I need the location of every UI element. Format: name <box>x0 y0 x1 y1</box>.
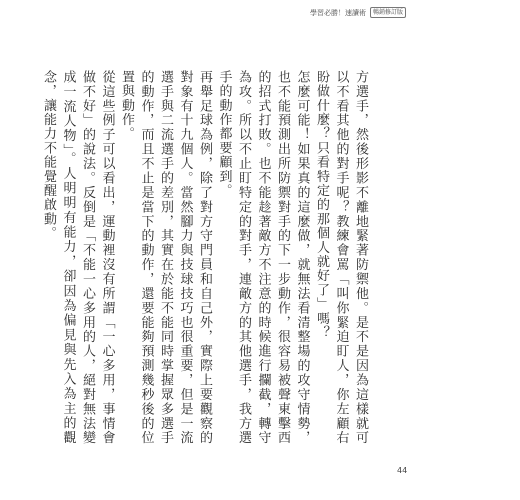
body-text <box>41 70 370 445</box>
paragraph: 怎麼可能！如果真的這麼做，就無法看清整場的攻守情勢，也不能預測出所防禦對手的下一步動作，很容易被聲東擊西的招式打敗。也不能趁著敵方不注意的時候進行攔截，轉守為攻。所以不止盯特定的對手，連敵方的其他選手，我方選手的動作都要顧到。 <box>216 70 310 445</box>
paragraph: 從這些例子可以看出，運動裡沒有所謂「一心多用，事情會做不好」的說法。反倒是「不能一心多用的人，絕對無法變成一流人物」。人明明有能力，卻因為偏見與先入為主的觀念，讓能力不能覺醒啟動。 <box>41 70 115 445</box>
page-number: 44 <box>397 466 408 475</box>
paragraph: 再舉足球為例，除了對方守門員和自己外，實際上要觀察的對象有十九個人。當然腳力與技球技巧也很重要，但是一流選手與二流選手的差別，其實在於能不能同時掌握眾多選手的動作，而且不止是當下的動作，還要能夠預測幾秒後的位置與動作。 <box>119 70 212 445</box>
header-title: 學習必勝！速讀術 <box>310 8 366 17</box>
running-header <box>310 7 406 18</box>
paragraph: 方選手，然後形影不離地緊著防禦他。是不是因為這樣就可以不看其他的對手呢？教練會罵「叫你緊迫盯人，你左顧右盼做什麼？只看特定的那個人就好了」嗎？ <box>314 70 368 445</box>
header-badge: 暢銷修訂版 <box>370 7 406 18</box>
